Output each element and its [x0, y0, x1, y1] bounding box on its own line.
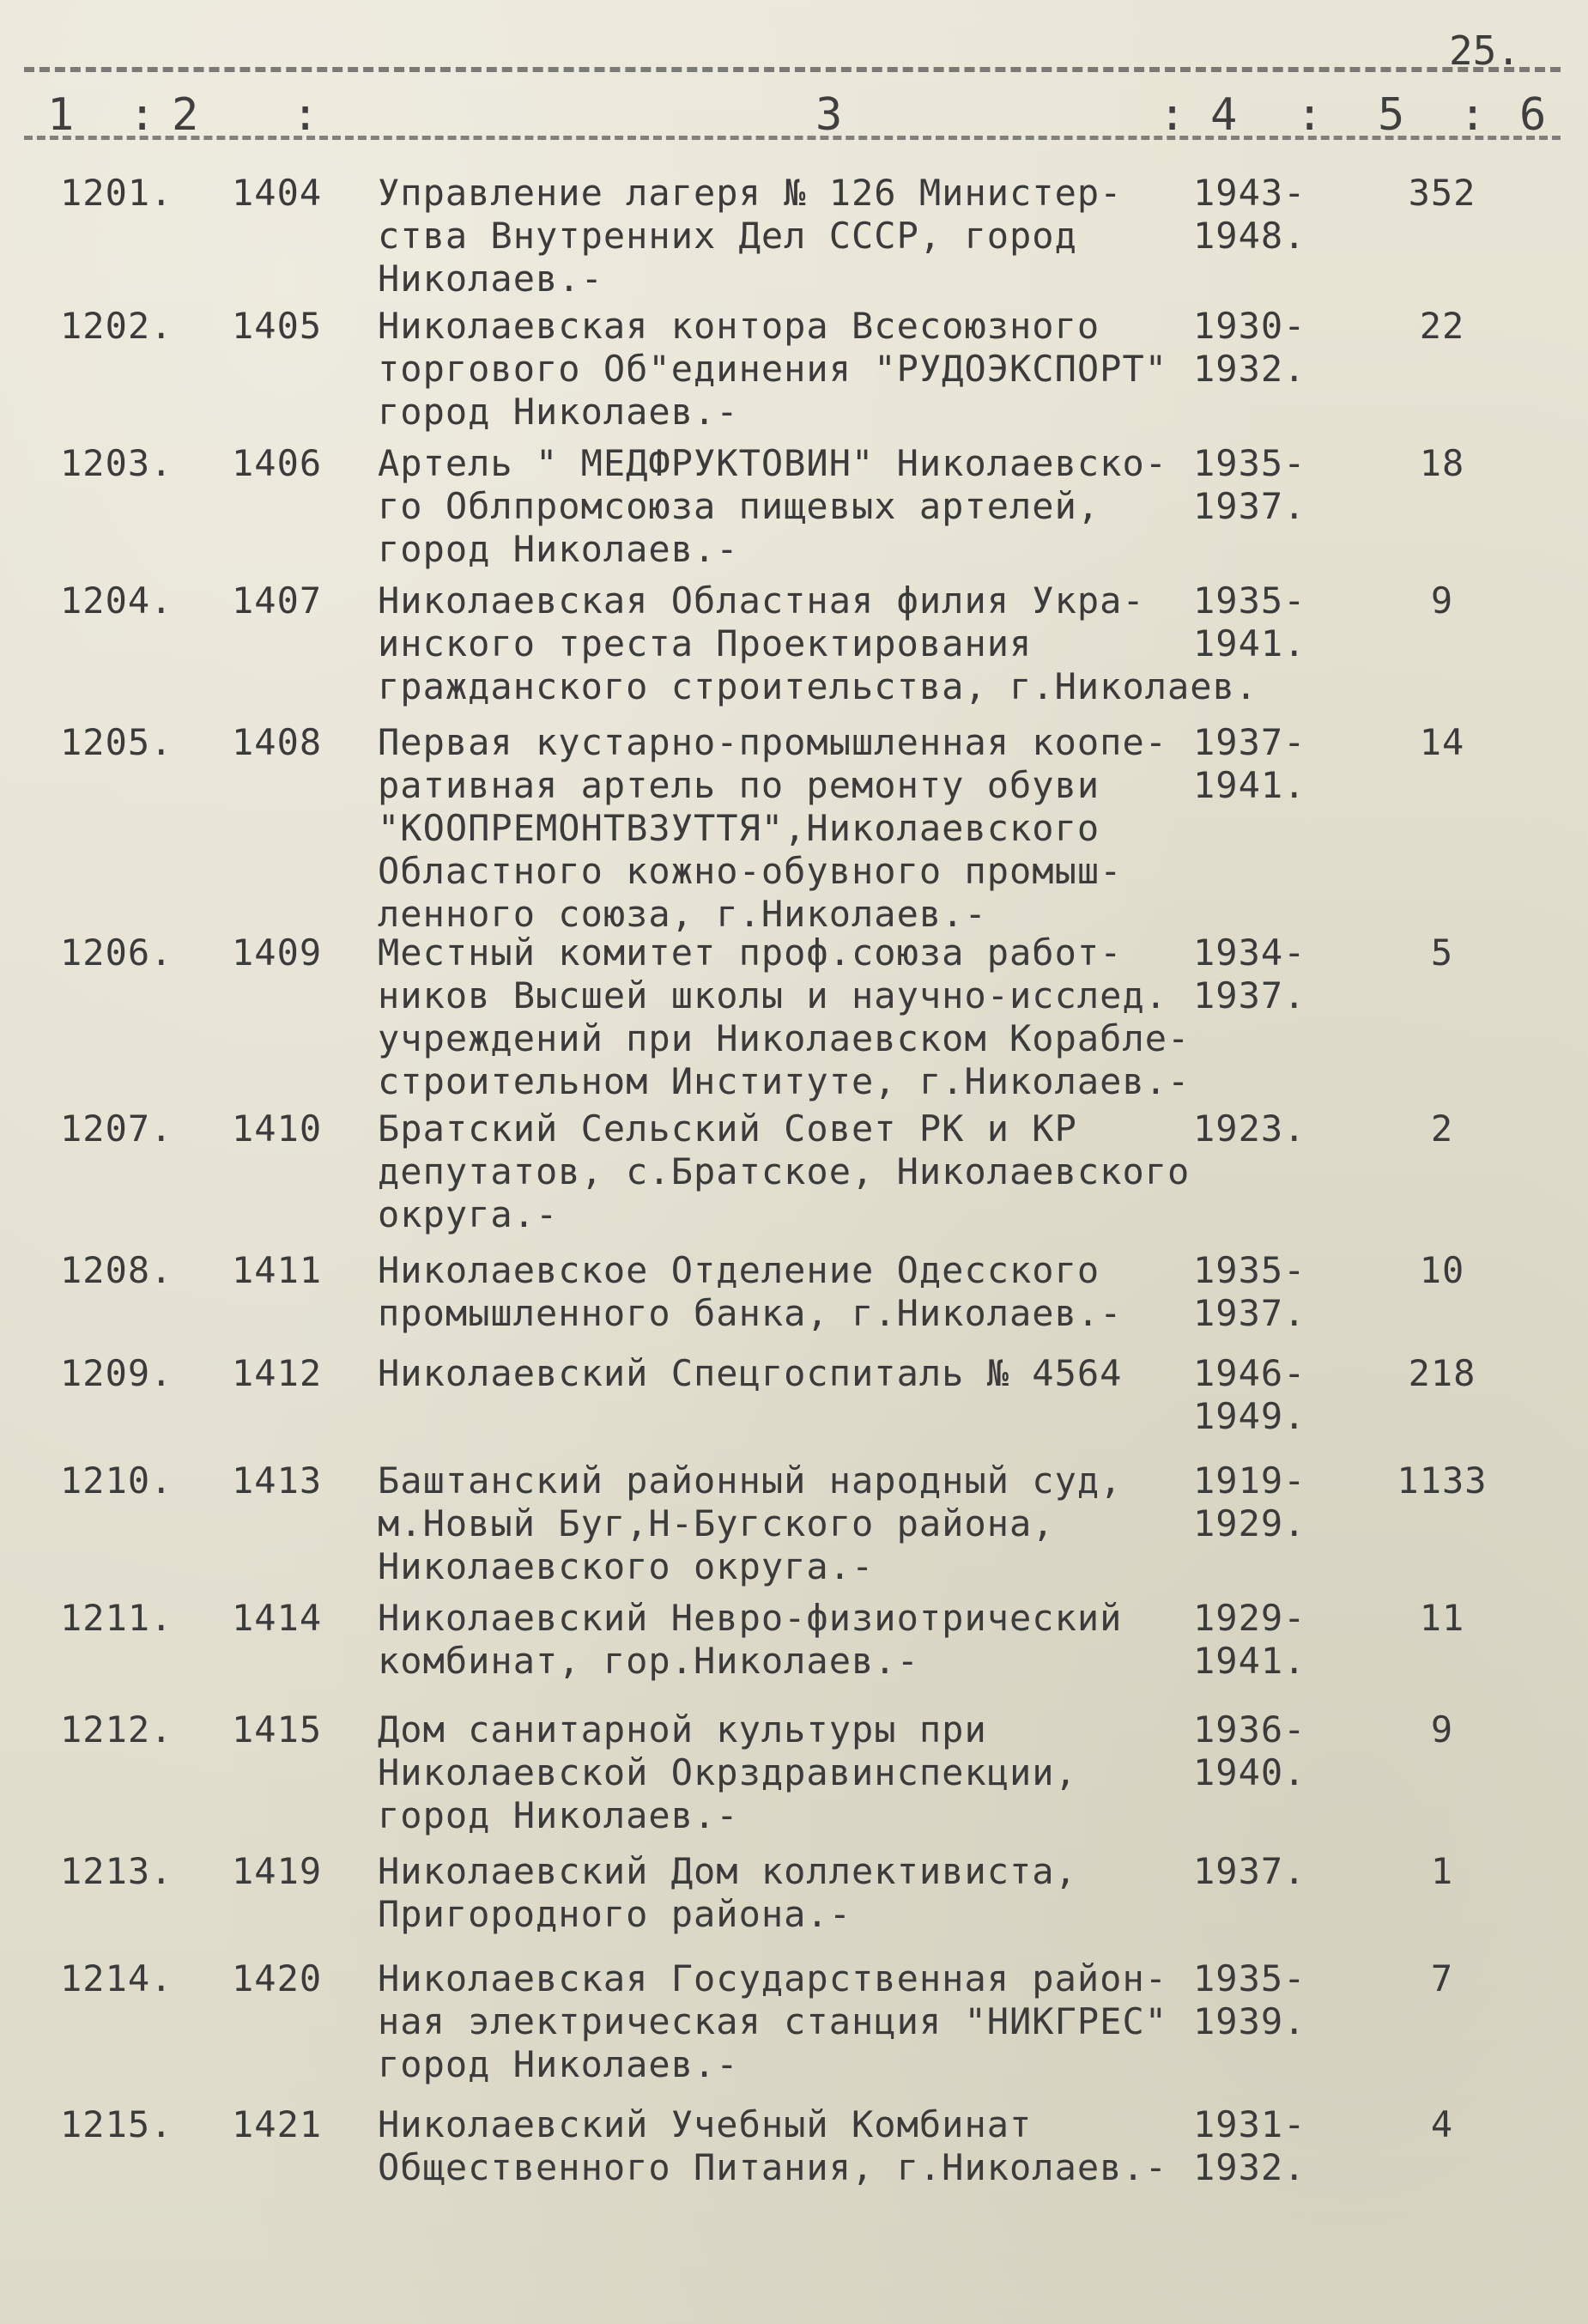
- entry-number: 1204.: [60, 579, 173, 622]
- date-range: [1193, 1597, 1322, 1683]
- date-line: 1948.: [1193, 215, 1306, 257]
- column-separator: :: [292, 89, 319, 141]
- fund-title-line: Николаевская Государственная район-: [378, 1957, 1168, 1999]
- item-count: 11: [1419, 1597, 1465, 1639]
- fund-title: [378, 931, 1191, 1103]
- fund-title-line: Местный комитет проф.союза работ-: [378, 931, 1123, 974]
- fund-number: 1415: [232, 1708, 323, 1751]
- date-line: 1936-: [1193, 1708, 1306, 1751]
- date-line: 1937.: [1193, 1850, 1306, 1892]
- item-count: 9: [1430, 579, 1454, 622]
- item-count: 5: [1430, 931, 1454, 974]
- date-range: [1193, 305, 1322, 391]
- fund-title-line: город Николаев.-: [378, 1794, 739, 1836]
- fund-number: 1405: [232, 305, 323, 347]
- fund-title-line: Николаевский Учебный Комбинат: [378, 2103, 1033, 2145]
- fund-title: [378, 1850, 1185, 1936]
- fund-title-line: город Николаев.-: [378, 391, 739, 433]
- fund-title-line: Николаевской Окрздравинспекции,: [378, 1751, 1077, 1793]
- date-line: 1941.: [1193, 1640, 1306, 1682]
- date-line: 1934-: [1193, 931, 1306, 974]
- fund-title-line: ная электрическая станция "НИКГРЕС": [378, 2000, 1168, 2042]
- fund-number: 1412: [232, 1352, 323, 1394]
- fund-title-line: учреждений при Николаевском Корабле-: [378, 1017, 1191, 1059]
- fund-title-line: Артель " МЕДФРУКТОВИН" Николаевско-: [378, 442, 1168, 484]
- date-range: [1193, 931, 1322, 1017]
- fund-title-line: Николаев.-: [378, 258, 603, 300]
- date-line: 1946-: [1193, 1352, 1306, 1394]
- fund-title-line: строительном Институте, г.Николаев.-: [378, 1060, 1191, 1102]
- date-line: 1929.: [1193, 1502, 1306, 1544]
- fund-title-line: ства Внутренних Дел СССР, город: [378, 215, 1077, 257]
- entry-number: 1209.: [60, 1352, 173, 1394]
- fund-title-line: Областного кожно-обувного промыш-: [378, 850, 1123, 892]
- date-line: 1937.: [1193, 974, 1306, 1016]
- fund-title-line: Николаевская контора Всесоюзного: [378, 305, 1100, 347]
- date-line: 1935-: [1193, 1249, 1306, 1291]
- entry-number: 1211.: [60, 1597, 173, 1639]
- entry-number: 1205.: [60, 721, 173, 763]
- item-count: 352: [1408, 172, 1476, 214]
- fund-title: [378, 1352, 1185, 1395]
- item-count: 4: [1430, 2103, 1454, 2145]
- fund-title-line: депутатов, с.Братское, Николаевского: [378, 1150, 1191, 1192]
- fund-title-line: Николаевский Дом коллективиста,: [378, 1850, 1077, 1892]
- fund-title-line: ленного союза, г.Николаев.-: [378, 893, 987, 935]
- column-header-4: 4: [1210, 89, 1238, 141]
- entry-number: 1214.: [60, 1957, 173, 1999]
- entry-number: 1215.: [60, 2103, 173, 2145]
- date-line: 1940.: [1193, 1751, 1306, 1793]
- fund-title: [378, 721, 1185, 936]
- date-line: 1939.: [1193, 2000, 1306, 2042]
- column-separator: :: [1459, 89, 1487, 141]
- fund-title-line: Николаевского округа.-: [378, 1545, 875, 1587]
- fund-number: 1404: [232, 172, 323, 214]
- item-count: 9: [1430, 1708, 1454, 1751]
- fund-number: 1420: [232, 1957, 323, 1999]
- date-range: [1193, 172, 1322, 258]
- fund-title-line: Управление лагеря № 126 Министер-: [378, 172, 1123, 214]
- fund-title-line: м.Новый Буг,Н-Бугского района,: [378, 1502, 1055, 1544]
- item-count: 1: [1430, 1850, 1454, 1892]
- date-range: [1193, 721, 1322, 807]
- column-header-6: 6: [1519, 89, 1547, 141]
- fund-number: 1411: [232, 1249, 323, 1291]
- date-line: 1949.: [1193, 1395, 1306, 1437]
- fund-title-line: комбинат, гор.Николаев.-: [378, 1640, 919, 1682]
- date-line: 1937-: [1193, 721, 1306, 763]
- fund-title-line: Братский Сельский Совет РК и КР: [378, 1107, 1077, 1150]
- fund-title: [378, 1708, 1185, 1837]
- fund-number: 1413: [232, 1459, 323, 1502]
- date-range: [1193, 1352, 1322, 1438]
- date-line: 1935-: [1193, 442, 1306, 484]
- fund-title: [378, 1249, 1185, 1335]
- entry-number: 1208.: [60, 1249, 173, 1291]
- date-line: 1937.: [1193, 485, 1306, 527]
- fund-number: 1414: [232, 1597, 323, 1639]
- fund-title-line: Пригородного района.-: [378, 1893, 852, 1935]
- fund-title: [378, 1107, 1191, 1236]
- fund-number: 1407: [232, 579, 323, 622]
- date-line: 1941.: [1193, 764, 1306, 806]
- date-range: [1193, 1957, 1322, 2043]
- fund-title-line: город Николаев.-: [378, 528, 739, 570]
- date-line: 1931-: [1193, 2103, 1306, 2145]
- column-header-row: [0, 89, 1588, 149]
- date-line: 1937.: [1193, 1292, 1306, 1334]
- fund-title-line: гражданского строительства, г.Николаев.: [378, 665, 1258, 707]
- date-line: 1935-: [1193, 579, 1306, 622]
- top-divider: [24, 67, 1561, 72]
- item-count: 22: [1419, 305, 1465, 347]
- fund-title-line: Николаевская Областная филия Укра-: [378, 579, 1145, 622]
- item-count: 14: [1419, 721, 1465, 763]
- column-header-2: 2: [172, 89, 199, 141]
- fund-title-line: Николаевское Отделение Одесского: [378, 1249, 1100, 1291]
- date-line: 1932.: [1193, 2146, 1306, 2188]
- fund-title-line: "КООПРЕМОНТВЗУТТЯ",Николаевского: [378, 807, 1100, 849]
- date-range: [1193, 1249, 1322, 1335]
- entry-number: 1212.: [60, 1708, 173, 1751]
- fund-title-line: Первая кустарно-промышленная коопе-: [378, 721, 1168, 763]
- fund-title: [378, 305, 1185, 434]
- column-header-5: 5: [1378, 89, 1405, 141]
- fund-title-line: Баштанский районный народный суд,: [378, 1459, 1123, 1502]
- date-range: [1193, 442, 1322, 528]
- fund-title-line: город Николаев.-: [378, 2043, 739, 2085]
- date-range: [1193, 1708, 1322, 1794]
- date-line: 1935-: [1193, 1957, 1306, 1999]
- date-range: [1193, 1850, 1322, 1893]
- column-separator: :: [1296, 89, 1324, 141]
- date-line: 1919-: [1193, 1459, 1306, 1502]
- fund-title: [378, 172, 1185, 300]
- date-line: 1932.: [1193, 348, 1306, 390]
- fund-title-line: Дом санитарной культуры при: [378, 1708, 987, 1751]
- fund-title-line: Общественного Питания, г.Николаев.-: [378, 2146, 1168, 2188]
- entry-number: 1202.: [60, 305, 173, 347]
- fund-number: 1406: [232, 442, 323, 484]
- fund-title: [378, 1957, 1185, 2086]
- date-range: [1193, 2103, 1322, 2189]
- date-range: [1193, 1459, 1322, 1545]
- item-count: 218: [1408, 1352, 1476, 1394]
- fund-number: 1409: [232, 931, 323, 974]
- fund-title-line: ников Высшей школы и научно-исслед.: [378, 974, 1168, 1016]
- entry-number: 1206.: [60, 931, 173, 974]
- column-header-1: 1: [47, 89, 75, 141]
- item-count: 7: [1430, 1957, 1454, 1999]
- entry-number: 1213.: [60, 1850, 173, 1892]
- column-separator: :: [129, 89, 156, 141]
- fund-title-line: инского треста Проектирования: [378, 622, 1033, 664]
- fund-title-line: торгового Об"единения "РУДОЭКСПОРТ": [378, 348, 1168, 390]
- fund-number: 1408: [232, 721, 323, 763]
- entry-number: 1210.: [60, 1459, 173, 1502]
- entry-number: 1203.: [60, 442, 173, 484]
- fund-title-line: округа.-: [378, 1193, 559, 1235]
- item-count: 10: [1419, 1249, 1465, 1291]
- fund-title: [378, 442, 1185, 571]
- fund-title-line: Николаевский Спецгоспиталь № 4564: [378, 1352, 1123, 1394]
- header-divider: [24, 136, 1561, 140]
- fund-title-line: го Облпромсоюза пищевых артелей,: [378, 485, 1100, 527]
- fund-number: 1419: [232, 1850, 323, 1892]
- fund-title-line: ративная артель по ремонту обуви: [378, 764, 1100, 806]
- date-line: 1943-: [1193, 172, 1306, 214]
- fund-title-line: Николаевский Невро-физиотрический: [378, 1597, 1123, 1639]
- date-range: [1193, 1107, 1322, 1150]
- item-count: 18: [1419, 442, 1465, 484]
- date-range: [1193, 579, 1322, 665]
- entry-number: 1201.: [60, 172, 173, 214]
- item-count: 2: [1430, 1107, 1454, 1150]
- entry-number: 1207.: [60, 1107, 173, 1150]
- fund-number: 1410: [232, 1107, 323, 1150]
- item-count: 1133: [1397, 1459, 1488, 1502]
- date-line: 1923.: [1193, 1107, 1306, 1150]
- fund-title: [378, 1459, 1185, 1588]
- date-line: 1941.: [1193, 622, 1306, 664]
- fund-title: [378, 2103, 1185, 2189]
- fund-title: [378, 1597, 1185, 1683]
- column-separator: :: [1159, 89, 1186, 141]
- column-header-3: 3: [815, 89, 843, 141]
- fund-number: 1421: [232, 2103, 323, 2145]
- date-line: 1929-: [1193, 1597, 1306, 1639]
- date-line: 1930-: [1193, 305, 1306, 347]
- page-number: 25.: [1449, 27, 1521, 74]
- fund-title-line: промышленного банка, г.Николаев.-: [378, 1292, 1123, 1334]
